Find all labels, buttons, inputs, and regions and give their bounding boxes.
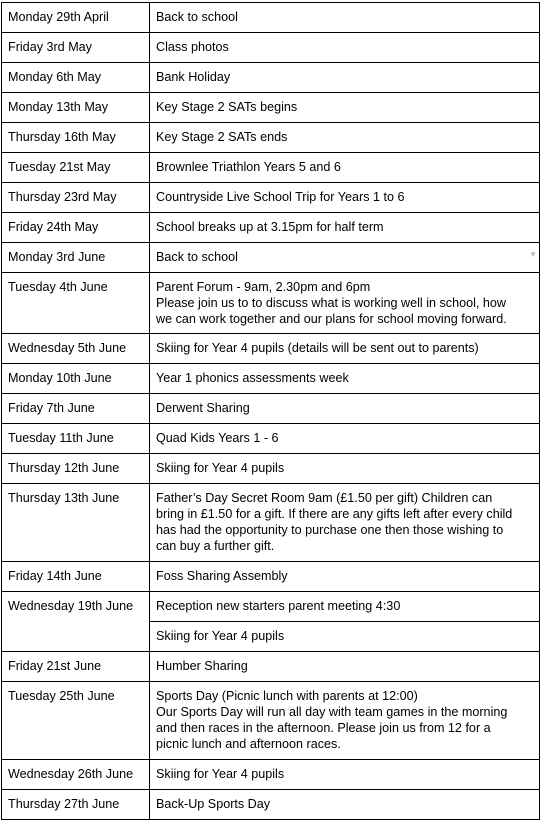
event-line: Countryside Live School Trip for Years 1 to 6 [156,190,405,204]
table-row [2,33,540,63]
event-cell [150,562,540,592]
chevron-down-icon: ▼ [529,250,537,259]
table-row [2,183,540,213]
event-line: Skiing for Year 4 pupils [156,767,285,781]
event-line: Year 1 phonics assessments week [156,371,349,385]
event-line: Skiing for Year 4 pupils [156,461,285,475]
table-row [2,682,540,760]
event-line: Key Stage 2 SATs ends [156,130,288,144]
event-line: and then races in the afternoon. Please join us from 12 for a [156,721,491,735]
table-row [2,592,540,622]
date-cell: Tuesday 21st May [2,153,150,183]
event-line: Skiing for Year 4 pupils [156,629,285,643]
event-line: Back to school [156,10,238,24]
event-line: Back to school [156,250,238,264]
date-cell: Thursday 27th June [2,790,150,820]
date-cell: Thursday 16th May [2,123,150,153]
table-row [2,213,540,243]
table-row [2,153,540,183]
event-line: can buy a further gift. [156,539,275,553]
event-line: Reception new starters parent meeting 4:30 [156,599,401,613]
table-row [2,334,540,364]
date-cell: Thursday 12th June [2,454,150,484]
event-cell [150,424,540,454]
date-cell: Monday 29th April [2,3,150,33]
date-cell: Friday 24th May [2,213,150,243]
event-cell [150,33,540,63]
event-line: Sports Day (Picnic lunch with parents at 12:00) [156,689,418,703]
event-line: Back-Up Sports Day [156,797,271,811]
event-line: Class photos [156,40,229,54]
event-line: bring in £1.50 for a gift. If there are any gifts left after every child [156,507,513,521]
table-row [2,790,540,820]
date-cell: Monday 3rd June [2,243,150,273]
date-cell: Friday 14th June [2,562,150,592]
event-line: Brownlee Triathlon Years 5 and 6 [156,160,341,174]
table-row [2,424,540,454]
date-cell: Thursday 13th June [2,484,150,562]
table-row [2,394,540,424]
event-line: Our Sports Day will run all day with team games in the morning [156,705,508,719]
event-cell [150,63,540,93]
event-cell [150,93,540,123]
event-cell [150,592,540,622]
event-cell [150,183,540,213]
event-cell [150,454,540,484]
table-row [2,484,540,562]
event-cell [150,760,540,790]
event-cell [150,652,540,682]
date-cell: Friday 3rd May [2,33,150,63]
event-cell [150,213,540,243]
date-cell: Friday 21st June [2,652,150,682]
event-line: has had the opportunity to purchase one then those wishing to [156,523,504,537]
event-cell [150,3,540,33]
date-cell: Monday 6th May [2,63,150,93]
event-cell [150,622,540,652]
event-line: Foss Sharing Assembly [156,569,288,583]
event-cell [150,790,540,820]
table-row [2,63,540,93]
event-cell [150,334,540,364]
date-cell: Wednesday 26th June [2,760,150,790]
event-line: Father’s Day Secret Room 9am (£1.50 per gift) Children can [156,491,493,505]
event-line: Parent Forum - 9am, 2.30pm and 6pm [156,280,371,294]
table-row [2,3,540,33]
table-row [2,243,540,273]
table-row [2,652,540,682]
date-cell: Tuesday 11th June [2,424,150,454]
date-cell: Wednesday 19th June [2,592,150,652]
event-cell [150,394,540,424]
date-cell: Wednesday 5th June [2,334,150,364]
event-line: Quad Kids Years 1 - 6 [156,431,279,445]
event-line: School breaks up at 3.15pm for half term [156,220,384,234]
event-line: Skiing for Year 4 pupils (details will be sent out to parents) [156,341,479,355]
date-cell: Tuesday 4th June [2,273,150,334]
event-cell [150,682,540,760]
event-cell [150,484,540,562]
event-cell [150,243,540,273]
event-line: Key Stage 2 SATs begins [156,100,298,114]
event-cell [150,123,540,153]
event-line: we can work together and our plans for school moving forward. [156,312,507,326]
table-row [2,273,540,334]
event-cell [150,273,540,334]
event-cell [150,364,540,394]
calendar-document [1,2,540,820]
table-row [2,364,540,394]
event-line: Humber Sharing [156,659,248,673]
date-cell: Friday 7th June [2,394,150,424]
table-row [2,123,540,153]
calendar-table [1,2,540,820]
event-line: Please join us to to discuss what is working well in school, how [156,296,506,310]
date-cell: Thursday 23rd May [2,183,150,213]
event-cell [150,153,540,183]
event-line: picnic lunch and afternoon races. [156,737,341,751]
table-row [2,760,540,790]
event-line: Derwent Sharing [156,401,250,415]
date-cell: Monday 10th June [2,364,150,394]
table-row [2,454,540,484]
table-row [2,93,540,123]
date-cell: Tuesday 25th June [2,682,150,760]
event-line: Bank Holiday [156,70,231,84]
table-row [2,562,540,592]
date-cell: Monday 13th May [2,93,150,123]
